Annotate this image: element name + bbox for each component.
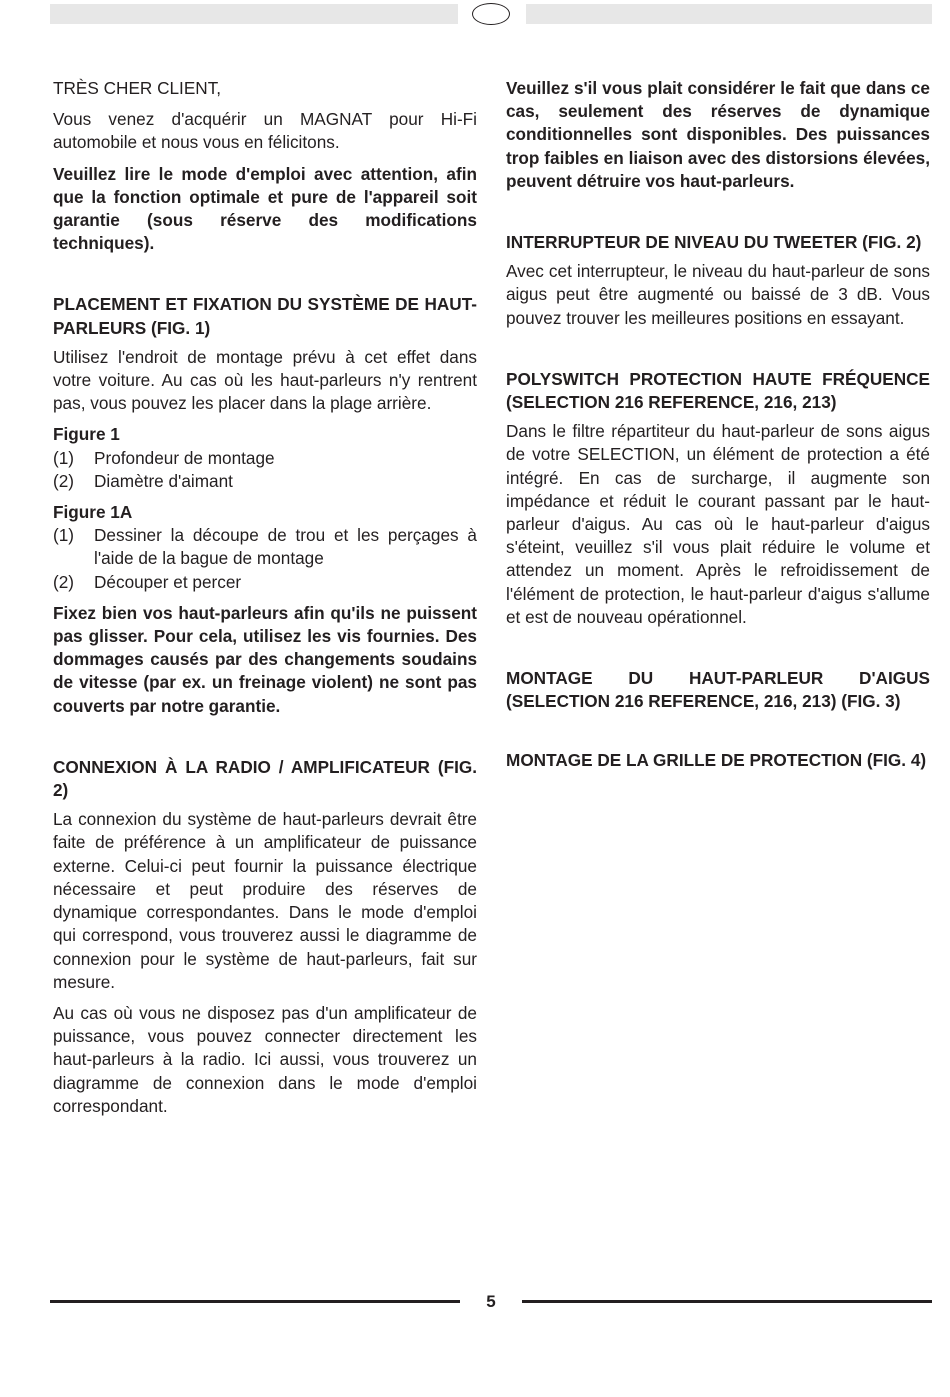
connection-body-2: Au cas où vous ne disposez pas d'un amplificateur de puissance, vous pouvez connecter directement les haut-parleurs à la radio. Ici aussi, vous trouverez un diagramme de connexion dans le mode d'emploi correspondant.	[53, 1002, 477, 1116]
grille-mount-heading: MONTAGE DE LA GRILLE DE PROTECTION (FIG. 4)	[506, 750, 927, 771]
list-item-text: Profondeur de montage	[94, 447, 275, 468]
header-bar-right	[526, 4, 932, 24]
figure1a-list	[53, 524, 477, 594]
list-item-number: (2)	[53, 470, 75, 491]
left-column	[53, 77, 477, 1126]
connection-heading: CONNEXION À LA RADIO / AMPLIFICATEUR (FIG. 2)	[53, 756, 477, 801]
figure1-label: Figure 1	[53, 424, 120, 445]
tweeter-switch-body: Avec cet interrupteur, le niveau du haut-parleur de sons aigus peut être augmenté ou baissé de 3 dB. Vous pouvez trouver les meilleures positions en essayant.	[506, 261, 930, 328]
header-bar-left	[50, 4, 458, 24]
polyswitch-heading: POLYSWITCH PROTECTION HAUTE FRÉQUENCE (SELECTION 216 REFERENCE, 216, 213)	[506, 368, 930, 413]
figure1a-label: Figure 1A	[53, 502, 133, 523]
greeting: TRÈS CHER CLIENT,	[53, 78, 222, 98]
connection-body-1: La connexion du système de haut-parleurs devrait être faite de préférence à un amplificateur de puissance externe. Celui-ci peut fournir la puissance électrique nécessaire et peut produire des réserves de dynamique correspondantes. Dans le mode d'emploi qui correspond, vous trouverez aussi le diagramme de connexion pour le système de haut-parleurs, fait sur mesure.	[53, 809, 477, 992]
list-item-number: (2)	[53, 571, 75, 592]
right-column	[506, 77, 930, 779]
notice-paragraph: Veuillez lire le mode d'emploi avec attention, afin que la fonction optimale et pure de l'appareil soit garantie (sous réserve des modifications techniques).	[53, 163, 477, 254]
placement-heading: PLACEMENT ET FIXATION DU SYSTÈME DE HAUT-PARLEURS (FIG. 1)	[53, 294, 477, 338]
page-number: 5	[486, 1292, 496, 1311]
figure1-list	[53, 447, 477, 493]
list-item-number: (1)	[53, 525, 75, 546]
list-item-text: Découper et percer	[94, 571, 242, 592]
list-item	[53, 447, 477, 470]
header-oval-marker	[472, 3, 510, 25]
intro-paragraph: Vous venez d'acquérir un MAGNAT pour Hi-Fi automobile et nous vous en félicitons.	[53, 109, 477, 153]
footer-rule-right	[522, 1300, 932, 1303]
list-item	[53, 470, 477, 493]
list-item	[53, 571, 477, 594]
polyswitch-body: Dans le filtre répartiteur du haut-parleur de sons aigus de votre SELECTION, un élément de protection a été intégré. En cas de surcharge, il augmente son impédance et réduit le courant passant par le haut-parleur d'aigus. Au cas où le haut-parleur d'aigus s'éteint, veuillez s'il vous plait réduire le volume et attendez un moment. Après le refroidissement de l'élément de protection, le haut-parleur d'aigus s'allume et est de nouveau opérationnel.	[506, 421, 930, 627]
list-item-number: (1)	[53, 447, 75, 468]
list-item-text: Diamètre d'aimant	[94, 470, 233, 491]
list-item	[53, 524, 477, 570]
tweeter-mount-heading: MONTAGE DU HAUT-PARLEUR D'AIGUS (SELECTION 216 REFERENCE, 216, 213) (FIG. 3)	[506, 668, 930, 712]
placement-warning: Fixez bien vos haut-parleurs afin qu'ils ne puissent pas glisser. Pour cela, utilisez les vis fournies. Des dommages causés par des changements soudains de vitesse (par ex. un freinage violent) ne sont pas couverts par notre garantie.	[53, 602, 477, 716]
tweeter-switch-heading: INTERRUPTEUR DE NIVEAU DU TWEETER (FIG. 2)	[506, 232, 922, 253]
footer-rule-left	[50, 1300, 460, 1303]
dynamic-reserve-notice: Veuillez s'il vous plait considérer le fait que dans ce cas, seulement des réserves de dynamique conditionnelles sont disponibles. Des puissances trop faibles en liaison avec des distorsions élevées, peuvent détruire vos haut-parleurs.	[506, 78, 930, 191]
list-item-text: Dessiner la découpe de trou et les perçages à l'aide de la bague de montage	[94, 525, 477, 569]
placement-body: Utilisez l'endroit de montage prévu à cet effet dans votre voiture. Au cas où les haut-parleurs n'y rentrent pas, vous pouvez les placer dans la plage arrière.	[53, 346, 477, 414]
